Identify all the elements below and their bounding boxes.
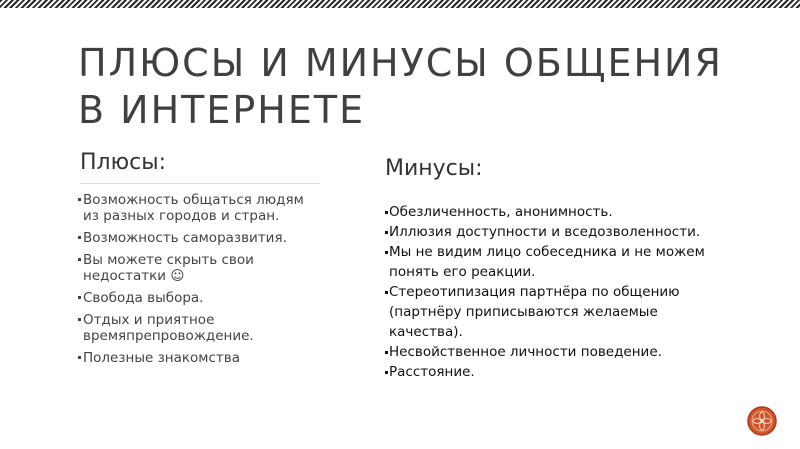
pros-item: Свобода выбора. xyxy=(80,290,320,306)
cons-item: Несвойственное личности поведение. xyxy=(385,342,705,362)
cons-item: Мы не видим лицо собеседника и не можем понять его реакции. xyxy=(385,242,705,282)
cons-item: Стереотипизация партнёра по общению (партнёру приписываются желаемые качества). xyxy=(385,282,705,342)
pros-item: Возможность саморазвития. xyxy=(80,230,320,246)
pros-item: Вы можете скрыть свои недостатки ☺ xyxy=(80,252,320,284)
cons-item: Обезличенность, анонимность. xyxy=(385,202,705,222)
cons-heading: Минусы: xyxy=(385,156,483,181)
flower-badge-icon xyxy=(747,406,777,436)
cons-list xyxy=(385,202,705,382)
slide-title xyxy=(78,40,758,134)
pros-column xyxy=(80,150,320,372)
slide-title-line-2: В ИНТЕРНЕТЕ xyxy=(78,88,366,132)
pros-heading: Плюсы: xyxy=(80,150,320,184)
pros-item: Отдых и приятное времяпрепровождение. xyxy=(80,312,320,344)
slide-title-line-1: ПЛЮСЫ И МИНУСЫ ОБЩЕНИЯ xyxy=(78,41,723,85)
cons-item: Иллюзия доступности и вседозволенности. xyxy=(385,222,705,242)
cons-column xyxy=(385,150,705,382)
pros-list xyxy=(80,192,320,366)
top-decorative-border xyxy=(0,0,800,8)
cons-item: Расстояние. xyxy=(385,362,705,382)
pros-item: Полезные знакомства xyxy=(80,350,320,366)
pros-item: Возможность общаться людям из разных городов и стран. xyxy=(80,192,320,224)
